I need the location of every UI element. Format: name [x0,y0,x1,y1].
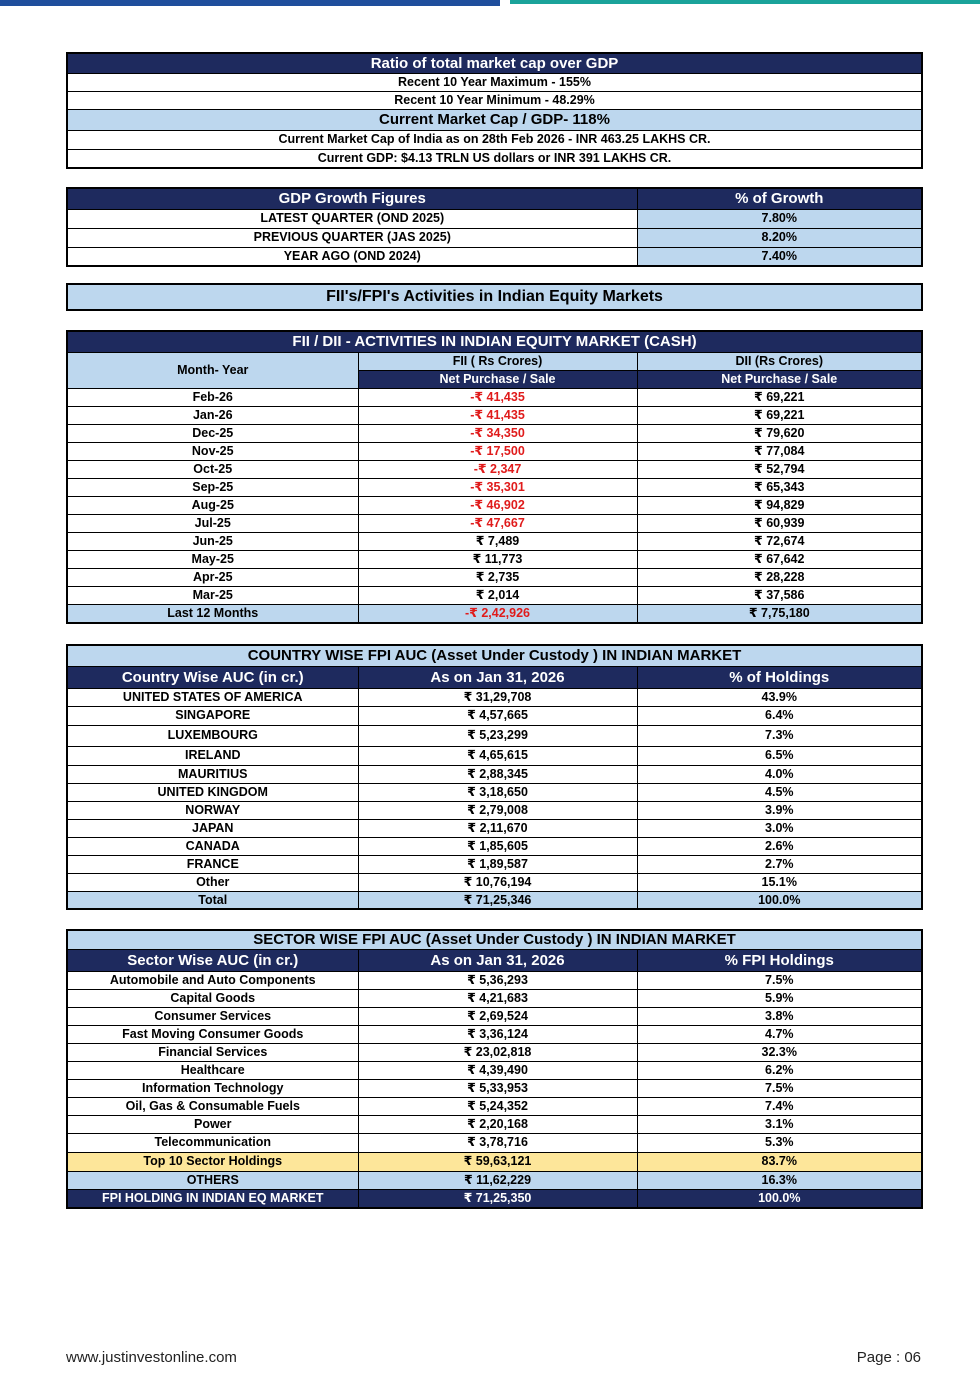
sector-pct: 3.1% [637,1115,922,1133]
country-value: ₹ 4,65,615 [358,746,637,765]
country-value: ₹ 2,11,670 [358,819,637,837]
sector-name: Healthcare [67,1061,358,1079]
fii-section-title: FII's/FPI's Activities in Indian Equity Markets [67,284,922,310]
sector-total-label: FPI HOLDING IN INDIAN EQ MARKET [67,1189,358,1208]
fii-cell: -₹ 41,435 [358,406,637,424]
country-value: ₹ 2,88,345 [358,765,637,783]
country-name: CANADA [67,837,358,855]
table-row [67,496,922,514]
country-total-value: ₹ 71,25,346 [358,891,637,909]
table-row [67,873,922,891]
col-fii-header: FII ( Rs Crores) [358,352,637,370]
month-cell: Nov-25 [67,442,358,460]
fii-dii-title: FII / DII - ACTIVITIES IN INDIAN EQUITY MARKET (CASH) [67,331,922,352]
fii-cell: ₹ 7,489 [358,532,637,550]
country-name: JAPAN [67,819,358,837]
dii-cell: ₹ 77,084 [637,442,922,460]
sector-name: Telecommunication [67,1133,358,1152]
country-value: ₹ 4,57,665 [358,706,637,725]
footer-website[interactable]: www.justinvestonline.com [66,1349,237,1366]
sector-name: Information Technology [67,1079,358,1097]
col-dii-subheader: Net Purchase / Sale [637,370,922,388]
market-cap-line: Current Market Cap of India as on 28th Feb 2026 - INR 463.25 LAKHS CR. [67,130,922,149]
table-row [67,725,922,746]
total-label: Last 12 Months [67,604,358,623]
dii-cell: ₹ 67,642 [637,550,922,568]
sector-value: ₹ 3,78,716 [358,1133,637,1152]
table-row [67,247,922,266]
country-pct: 6.4% [637,706,922,725]
country-total-pct: 100.0% [637,891,922,909]
month-cell: Feb-26 [67,388,358,406]
sector-pct: 7.4% [637,1097,922,1115]
country-name: IRELAND [67,746,358,765]
table-row [67,514,922,532]
top10-label: Top 10 Sector Holdings [67,1152,358,1171]
market-cap-title: Ratio of total market cap over GDP [67,53,922,73]
sector-value: ₹ 3,36,124 [358,1025,637,1043]
dii-cell: ₹ 60,939 [637,514,922,532]
country-name: UNITED KINGDOM [67,783,358,801]
gdp-row-label: PREVIOUS QUARTER (JAS 2025) [67,228,637,247]
table-row [67,1043,922,1061]
table-row [67,783,922,801]
table-row [67,209,922,228]
sector-total-pct: 100.0% [637,1189,922,1208]
gdp-row-value: 7.80% [637,209,922,228]
table-row [67,1133,922,1152]
country-name: Other [67,873,358,891]
fii-cell: ₹ 2,735 [358,568,637,586]
top10-value: ₹ 59,63,121 [358,1152,637,1171]
sector-pct: 4.7% [637,1025,922,1043]
total-row [67,1189,922,1208]
dii-cell: ₹ 37,586 [637,586,922,604]
month-cell: Oct-25 [67,460,358,478]
table-row [67,765,922,783]
sector-pct: 5.3% [637,1133,922,1152]
gdp-line: Current GDP: $4.13 TRLN US dollars or INR 391 LAKHS CR. [67,149,922,168]
country-name: MAURITIUS [67,765,358,783]
country-pct: 7.3% [637,725,922,746]
top-accent-blue [0,0,500,6]
country-value: ₹ 5,23,299 [358,725,637,746]
country-name: LUXEMBOURG [67,725,358,746]
month-cell: Jan-26 [67,406,358,424]
table-row [67,1097,922,1115]
fii-cell: -₹ 2,347 [358,460,637,478]
table-row [67,855,922,873]
sector-value: ₹ 2,69,524 [358,1007,637,1025]
dii-cell: ₹ 52,794 [637,460,922,478]
country-pct: 2.6% [637,837,922,855]
sector-name: Capital Goods [67,989,358,1007]
country-value: ₹ 10,76,194 [358,873,637,891]
sector-name: Automobile and Auto Components [67,971,358,989]
table-row [67,801,922,819]
table-row [67,1007,922,1025]
gdp-row-label: LATEST QUARTER (OND 2025) [67,209,637,228]
market-cap-gdp-table [66,52,923,169]
sector-value: ₹ 5,33,953 [358,1079,637,1097]
country-col-header: Country Wise AUC (in cr.) [67,666,358,688]
sector-value: ₹ 5,24,352 [358,1097,637,1115]
sector-value: ₹ 4,21,683 [358,989,637,1007]
table-row [67,406,922,424]
top-accent-bar [0,0,980,6]
month-cell: Sep-25 [67,478,358,496]
col-fii-subheader: Net Purchase / Sale [358,370,637,388]
month-cell: Mar-25 [67,586,358,604]
country-pct: 6.5% [637,746,922,765]
country-name: SINGAPORE [67,706,358,725]
col-month-header: Month- Year [67,352,358,388]
market-cap-max: Recent 10 Year Maximum - 155% [67,73,922,91]
table-row [67,442,922,460]
country-total-label: Total [67,891,358,909]
market-cap-min: Recent 10 Year Minimum - 48.29% [67,91,922,109]
sector-name: Financial Services [67,1043,358,1061]
fii-cell: ₹ 11,773 [358,550,637,568]
country-value: ₹ 2,79,008 [358,801,637,819]
sector-auc-table [66,929,923,1209]
country-pct: 4.0% [637,765,922,783]
others-label: OTHERS [67,1171,358,1189]
gdp-row-label: YEAR AGO (OND 2024) [67,247,637,266]
fii-section-title-box [66,283,923,311]
sector-pct: 3.8% [637,1007,922,1025]
month-cell: May-25 [67,550,358,568]
sector-pct: 7.5% [637,971,922,989]
top10-row [67,1152,922,1171]
table-row [67,989,922,1007]
sector-value: ₹ 5,36,293 [358,971,637,989]
fii-cell: ₹ 2,014 [358,586,637,604]
sector-total-value: ₹ 71,25,350 [358,1189,637,1208]
sector-name: Consumer Services [67,1007,358,1025]
dii-cell: ₹ 69,221 [637,406,922,424]
sector-name: Fast Moving Consumer Goods [67,1025,358,1043]
sector-pct: 7.5% [637,1079,922,1097]
table-row [67,460,922,478]
dii-cell: ₹ 28,228 [637,568,922,586]
total-dii: ₹ 7,75,180 [637,604,922,623]
total-row [67,604,922,623]
sector-pct: 6.2% [637,1061,922,1079]
table-row [67,1061,922,1079]
sector-pct: 5.9% [637,989,922,1007]
table-row [67,424,922,442]
sector-name: Power [67,1115,358,1133]
table-row [67,550,922,568]
country-pct: 4.5% [637,783,922,801]
month-cell: Aug-25 [67,496,358,514]
country-name: FRANCE [67,855,358,873]
sector-auc-title: SECTOR WISE FPI AUC (Asset Under Custody ) IN INDIAN MARKET [67,930,922,949]
country-pct: 2.7% [637,855,922,873]
country-value: ₹ 31,29,708 [358,688,637,706]
top10-pct: 83.7% [637,1152,922,1171]
sector-value: ₹ 4,39,490 [358,1061,637,1079]
sector-pct: 32.3% [637,1043,922,1061]
country-pct: 3.9% [637,801,922,819]
fii-cell: -₹ 35,301 [358,478,637,496]
sector-value: ₹ 23,02,818 [358,1043,637,1061]
table-row [67,228,922,247]
table-row [67,688,922,706]
gdp-growth-table [66,187,923,267]
others-value: ₹ 11,62,229 [358,1171,637,1189]
table-row [67,586,922,604]
country-pct: 3.0% [637,819,922,837]
table-row [67,837,922,855]
table-row [67,746,922,765]
sector-pct-header: % FPI Holdings [637,949,922,971]
dii-cell: ₹ 69,221 [637,388,922,406]
table-row [67,568,922,586]
country-date-header: As on Jan 31, 2026 [358,666,637,688]
gdp-growth-header: GDP Growth Figures [67,188,637,209]
country-auc-table [66,644,923,910]
fii-cell: -₹ 46,902 [358,496,637,514]
sector-name: Oil, Gas & Consumable Fuels [67,1097,358,1115]
gdp-row-value: 8.20% [637,228,922,247]
total-fii: -₹ 2,42,926 [358,604,637,623]
sector-date-header: As on Jan 31, 2026 [358,949,637,971]
country-value: ₹ 3,18,650 [358,783,637,801]
month-cell: Apr-25 [67,568,358,586]
dii-cell: ₹ 94,829 [637,496,922,514]
gdp-row-value: 7.40% [637,247,922,266]
table-row [67,478,922,496]
dii-cell: ₹ 72,674 [637,532,922,550]
table-row [67,1115,922,1133]
country-name: UNITED STATES OF AMERICA [67,688,358,706]
top-accent-teal [510,0,980,4]
dii-cell: ₹ 65,343 [637,478,922,496]
table-row [67,388,922,406]
table-row [67,532,922,550]
col-dii-header: DII (Rs Crores) [637,352,922,370]
table-row [67,1079,922,1097]
fii-cell: -₹ 34,350 [358,424,637,442]
table-row [67,971,922,989]
sector-value: ₹ 2,20,168 [358,1115,637,1133]
table-row [67,706,922,725]
country-pct: 43.9% [637,688,922,706]
market-cap-current: Current Market Cap / GDP- 118% [67,109,922,130]
country-auc-title: COUNTRY WISE FPI AUC (Asset Under Custody ) IN INDIAN MARKET [67,645,922,666]
country-pct-header: % of Holdings [637,666,922,688]
total-row [67,891,922,909]
table-row [67,1025,922,1043]
fii-dii-table [66,330,923,624]
country-value: ₹ 1,85,605 [358,837,637,855]
table-row [67,819,922,837]
country-name: NORWAY [67,801,358,819]
fii-cell: -₹ 17,500 [358,442,637,460]
fii-cell: -₹ 41,435 [358,388,637,406]
country-pct: 15.1% [637,873,922,891]
sector-col-header: Sector Wise AUC (in cr.) [67,949,358,971]
others-row [67,1171,922,1189]
footer-page-number: Page : 06 [856,1349,921,1366]
fii-cell: -₹ 47,667 [358,514,637,532]
gdp-growth-pct-header: % of Growth [637,188,922,209]
country-value: ₹ 1,89,587 [358,855,637,873]
dii-cell: ₹ 79,620 [637,424,922,442]
others-pct: 16.3% [637,1171,922,1189]
month-cell: Jun-25 [67,532,358,550]
month-cell: Jul-25 [67,514,358,532]
month-cell: Dec-25 [67,424,358,442]
